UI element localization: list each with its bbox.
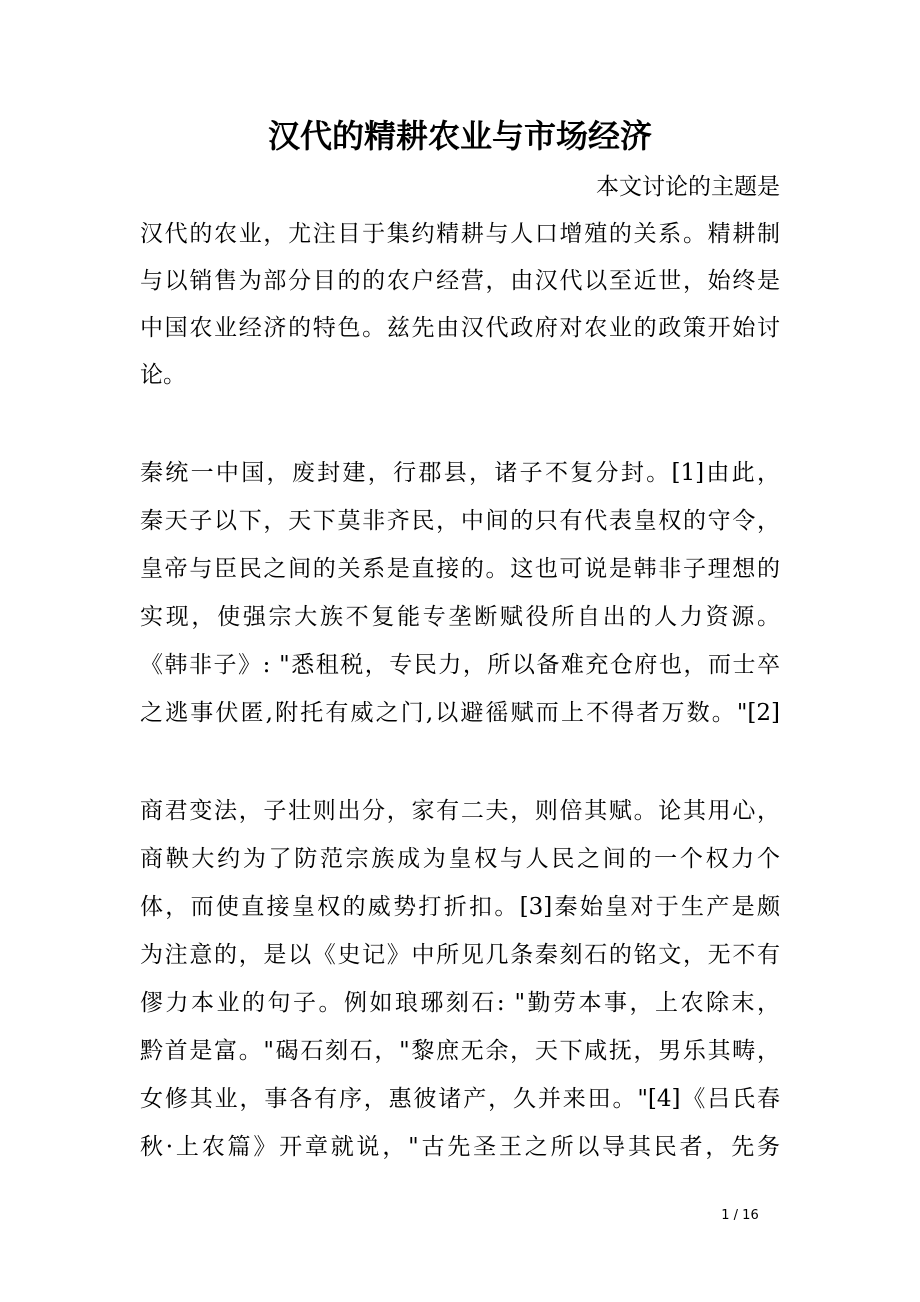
paragraph-3-line-4: 为注意的，是以《史记》中所见几条秦刻石的铭文，无不有 bbox=[140, 942, 780, 968]
paragraph-2-line-5: 《韩非子》: "悉租税，专民力，所以备难充仓府也，而士卒 bbox=[140, 652, 780, 678]
paragraph-2-line-1: 秦统一中国，废封建，行郡县，诸子不复分封。[1]由此， bbox=[140, 460, 780, 486]
paragraph-1-line-5: 论。 bbox=[140, 362, 186, 388]
paragraph-2-line-3: 皇帝与臣民之间的关系是直接的。这也可说是韩非子理想的 bbox=[140, 556, 780, 582]
paragraph-3-line-2: 商鞅大约为了防范宗族成为皇权与人民之间的一个权力个 bbox=[140, 846, 780, 872]
paragraph-1-line-3: 与以销售为部分目的的农户经营，由汉代以至近世，始终是 bbox=[140, 268, 780, 294]
paragraph-2-line-2: 秦天子以下，天下莫非齐民，中间的只有代表皇权的守令， bbox=[140, 508, 780, 534]
paragraph-3-line-7: 女修其业，事各有序，惠彼诸产，久并来田。"[4]《吕氏春 bbox=[140, 1086, 780, 1112]
page-number: 1 / 16 bbox=[721, 1208, 759, 1223]
paragraph-1-line-1: 本文讨论的主题是 bbox=[596, 174, 780, 200]
paragraph-1-line-4: 中国农业经济的特色。兹先由汉代政府对农业的政策开始讨 bbox=[140, 315, 780, 341]
paragraph-1-line-2: 汉代的农业，尤注目于集约精耕与人口增殖的关系。精耕制 bbox=[140, 221, 780, 247]
paragraph-2-line-6: 之逃事伏匿,附托有威之门,以避徭赋而上不得者万数。"[2] bbox=[140, 700, 780, 726]
paragraph-3-line-5: 僇力本业的句子。例如琅琊刻石: "勤劳本事，上农除末， bbox=[140, 990, 780, 1016]
paragraph-3-line-1: 商君变法，子壮则出分，家有二夫，则倍其赋。论其用心， bbox=[140, 798, 780, 824]
paragraph-2-line-4: 实现，使强宗大族不复能专垄断赋役所自出的人力资源。 bbox=[140, 604, 780, 630]
paragraph-3-line-6: 黔首是富。"碣石刻石，"黎庶无余，天下咸抚，男乐其畴， bbox=[140, 1038, 780, 1064]
paragraph-3-line-3: 体，而使直接皇权的威势打折扣。[3]秦始皇对于生产是颇 bbox=[140, 894, 780, 920]
paragraph-3-line-8: 秋·上农篇》开章就说，"古先圣王之所以导其民者，先务 bbox=[140, 1134, 780, 1160]
document-title: 汉代的精耕农业与市场经济 bbox=[267, 117, 652, 155]
